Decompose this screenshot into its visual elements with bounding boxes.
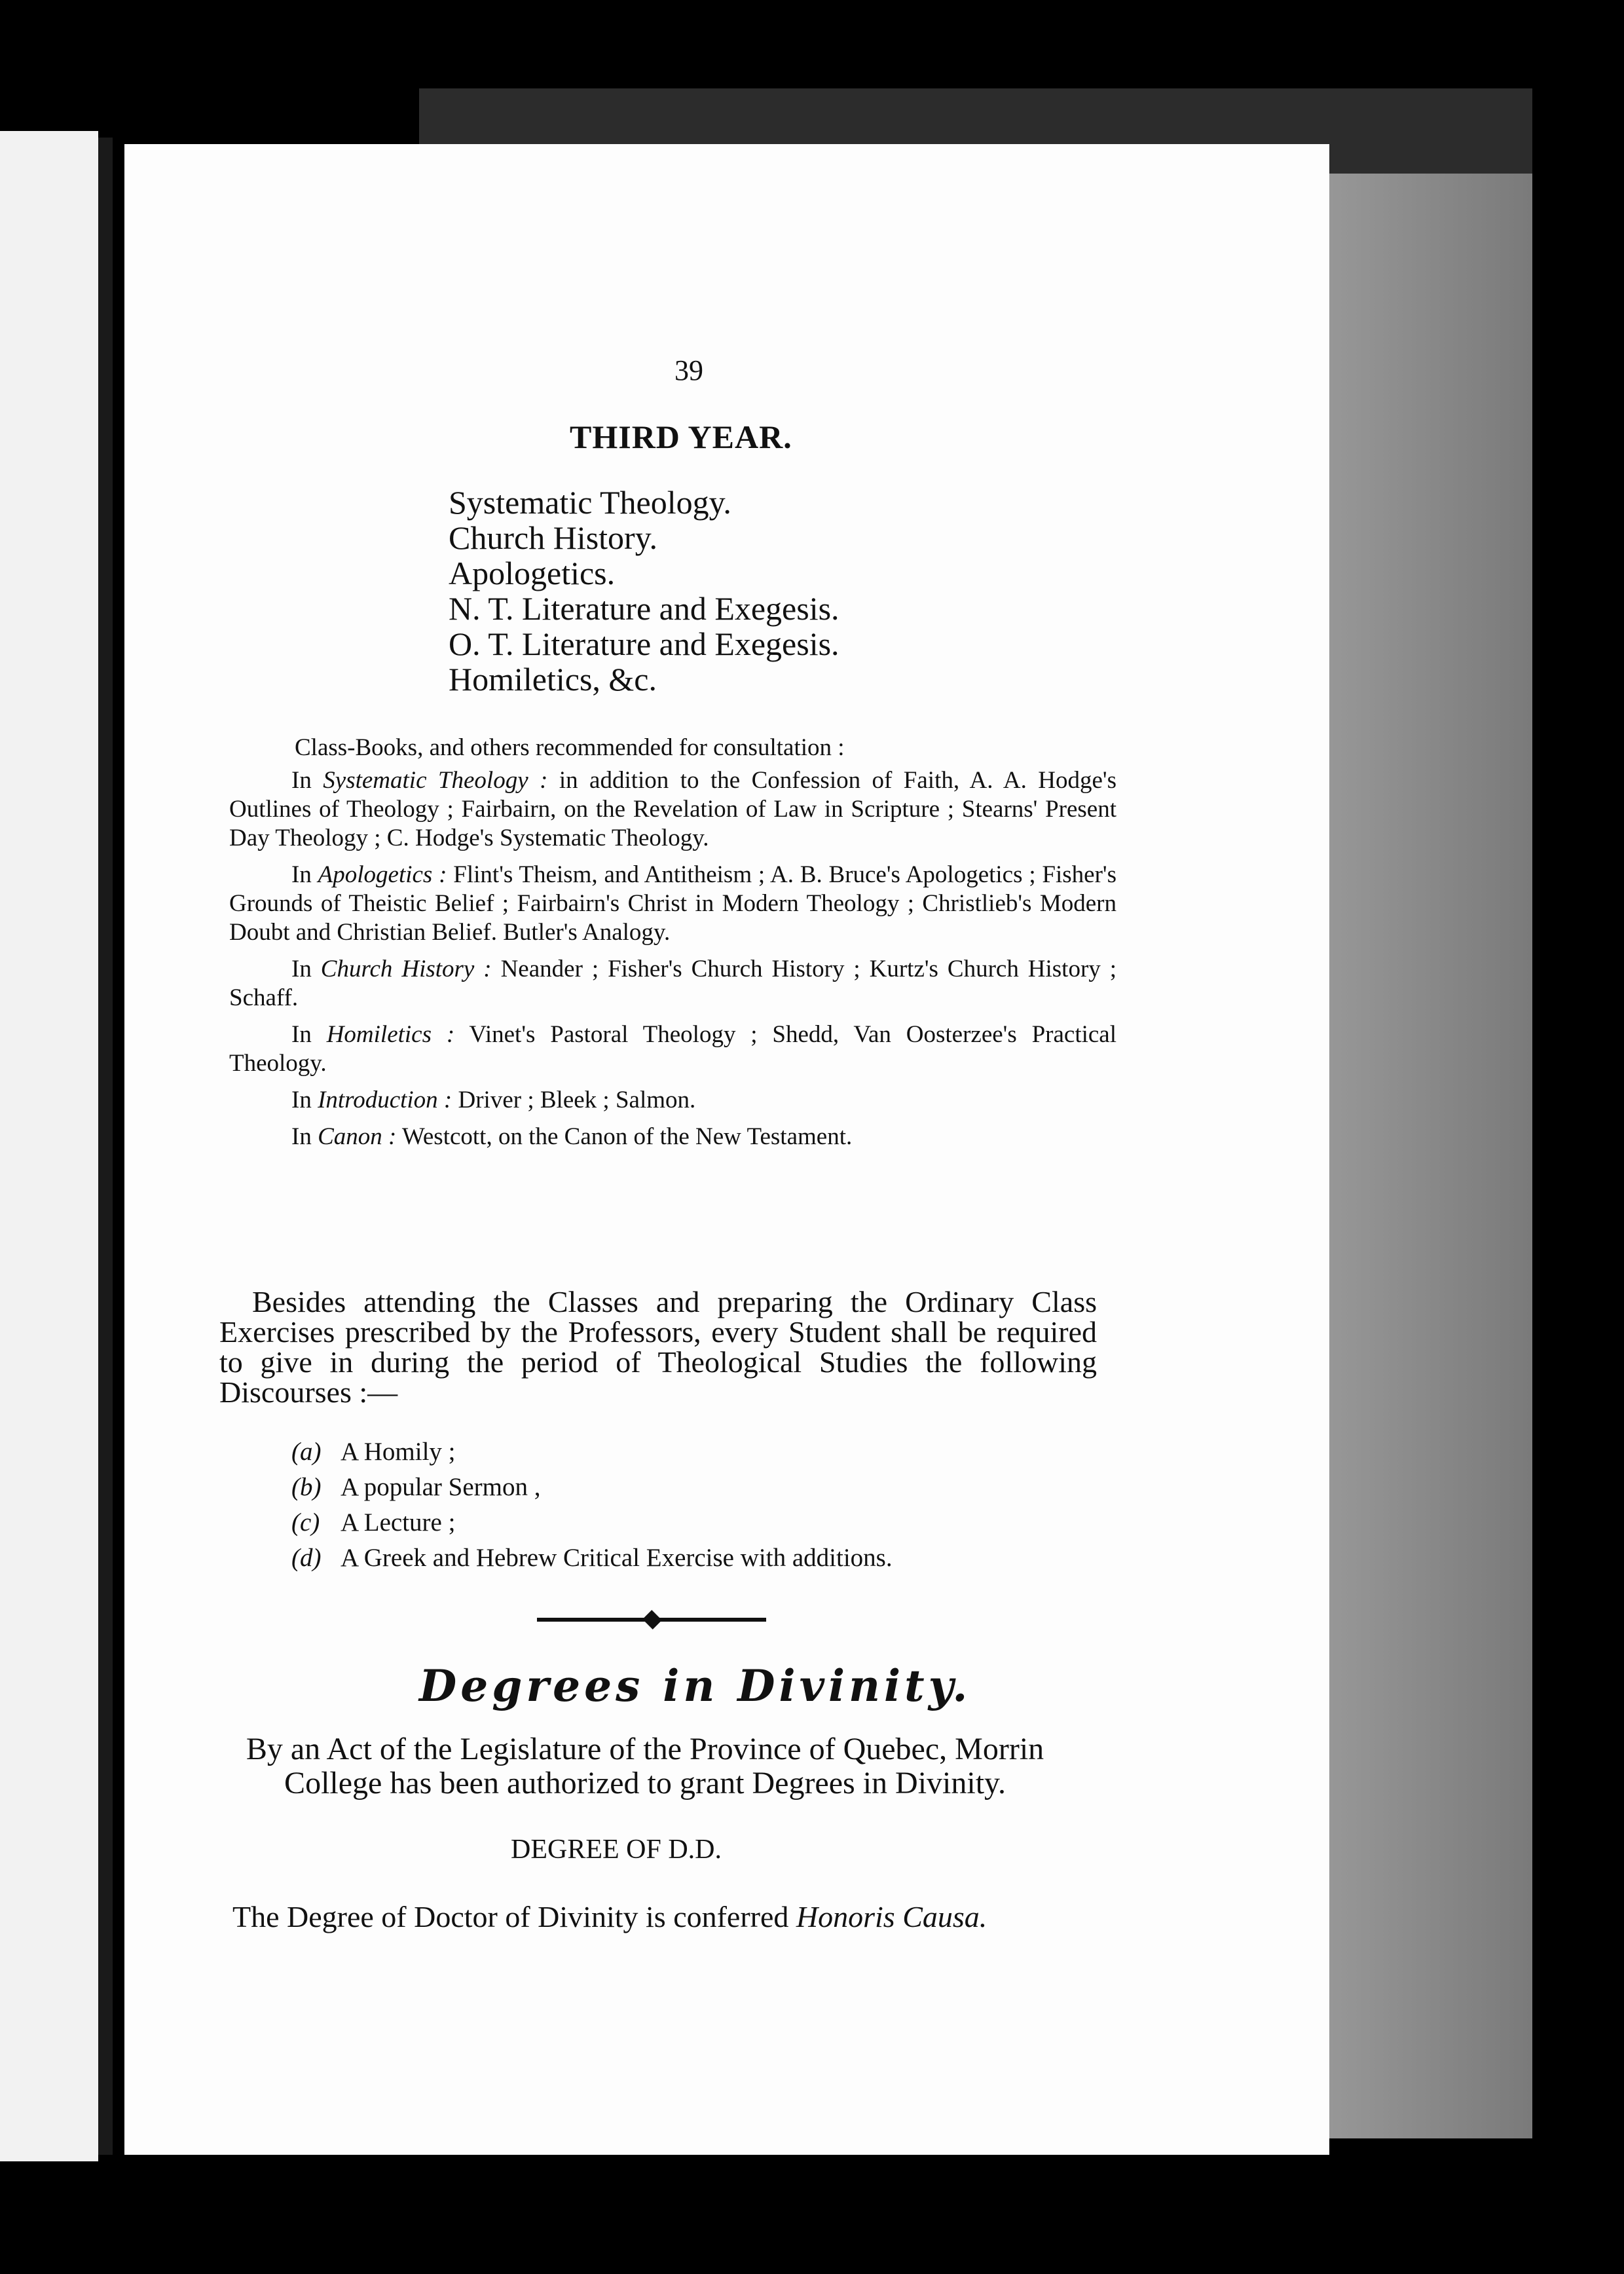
class-book-entry: In Canon : Westcott, on the Canon of the New Testament. — [291, 1123, 853, 1150]
subject-item: Church History. — [449, 519, 657, 556]
requirement-paragraph: Besides attending the Classes and preparing the Ordinary Class Exercises prescribed by the Professors, every Student shall be required to give in during the period of Theological Studies the following Discourses :— — [219, 1285, 1097, 1409]
class-book-entry: In Church History : Neander ; Fisher's Church History ; Kurtz's Church History ; Schaff. — [229, 956, 1117, 1011]
facing-page — [0, 131, 98, 2161]
discourse-item: (a) A Homily ; — [291, 1438, 456, 1466]
subject-item: Apologetics. — [449, 555, 616, 591]
page-gutter — [98, 138, 113, 2155]
degree-title: DEGREE OF D.D. — [511, 1835, 722, 1865]
subject-item: N. T. Literature and Exegesis. — [449, 590, 840, 627]
subjects-list — [449, 485, 840, 697]
conferred-line: The Degree of Doctor of Divinity is conferred Honoris Causa. — [232, 1900, 987, 1933]
class-book-entry: In Homiletics : Vinet's Pastoral Theology ; Shedd, Van Oosterzee's Practical Theology. — [229, 1021, 1117, 1077]
discourse-item: (d) A Greek and Hebrew Critical Exercise with additions. — [291, 1544, 893, 1572]
class-books-intro: Class-Books, and others recommended for consultation : — [295, 734, 845, 761]
discourses-list — [291, 1434, 893, 1576]
class-book-entry: In Systematic Theology : in addition to the Confession of Faith, A. A. Hodge's Outlines of Theology ; Fairbairn, on the Revelation of Law in Scripture ; Stearns' Present Day Theology ; C. Hodge's Systematic Theology. — [229, 767, 1116, 851]
discourse-item: (c) A Lecture ; — [291, 1508, 456, 1537]
class-book-entry: In Apologetics : Flint's Theism, and Antitheism ; A. B. Bruce's Apologetics ; Fisher's Grounds of Theistic Belief ; Fairbairn's Christ in Modern Theology ; Christlieb's Modern Doubt and Christian Belief. Butler's Analogy. — [229, 861, 1116, 946]
class-books-section — [229, 734, 1116, 1159]
discourse-item: (b) A popular Sermon , — [291, 1473, 541, 1501]
act-paragraph: By an Act of the Legislature of the Province of Quebec, Morrin College has been authorized to grant Degrees in Divinity. — [246, 1732, 1044, 1800]
subject-item: Systematic Theology. — [449, 484, 731, 521]
subject-item: Homiletics, &c. — [449, 661, 657, 698]
section-title: THIRD YEAR. — [570, 419, 792, 455]
page-number: 39 — [674, 354, 703, 386]
class-book-entry: In Introduction : Driver ; Bleek ; Salmon. — [291, 1087, 696, 1113]
subject-item: O. T. Literature and Exegesis. — [449, 625, 840, 662]
degrees-heading: Degrees in Divinity. — [419, 1660, 972, 1711]
